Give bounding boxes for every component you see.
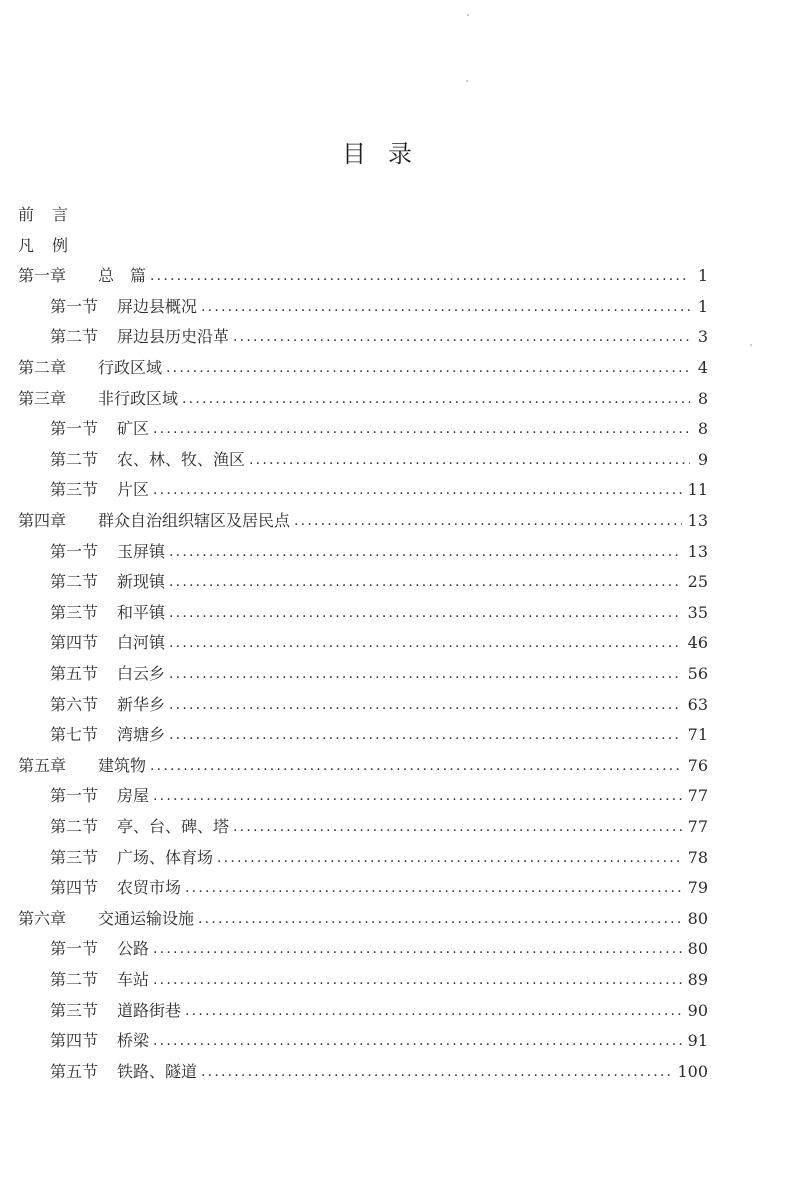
paper-speck xyxy=(466,80,468,82)
entry-title: 行政区域 xyxy=(98,358,163,377)
entry-page-number: 8 xyxy=(697,419,708,439)
dot-leader xyxy=(185,996,682,1026)
entry-number: 第三节 xyxy=(50,847,99,867)
toc-section-entry[interactable] xyxy=(50,628,708,658)
entry-page-number: 56 xyxy=(687,664,708,683)
entry-label xyxy=(50,567,165,597)
dot-leader xyxy=(201,292,690,322)
entry-page-number: 3 xyxy=(697,327,708,347)
entry-page-number: 77 xyxy=(687,786,708,806)
entry-page-number: 90 xyxy=(687,1000,708,1020)
entry-label xyxy=(50,812,229,842)
dot-leader xyxy=(150,261,690,291)
dot-leader xyxy=(201,1057,671,1087)
entry-title: 广场、体育场 xyxy=(117,847,214,867)
toc-section-entry[interactable] xyxy=(50,843,708,873)
entry-number: 第三节 xyxy=(50,1000,99,1020)
toc-chapter-entry[interactable] xyxy=(18,384,708,414)
entry-page-number: 9 xyxy=(697,449,708,469)
entry-label xyxy=(18,261,146,291)
entry-label xyxy=(50,996,181,1026)
entry-number: 第二节 xyxy=(50,327,99,347)
entry-number: 第二节 xyxy=(50,572,99,592)
toc-section-entry[interactable] xyxy=(50,537,708,567)
entry-number: 第四节 xyxy=(50,633,99,653)
entry-title: 农、林、牧、渔区 xyxy=(117,449,246,469)
toc-section-entry[interactable] xyxy=(50,445,708,475)
entry-number: 第一节 xyxy=(50,939,99,959)
toc-section-entry[interactable] xyxy=(50,414,708,444)
dot-leader xyxy=(169,628,682,658)
entry-title: 白云乡 xyxy=(117,664,166,683)
entry-title: 农贸市场 xyxy=(117,878,182,898)
dot-leader xyxy=(233,812,682,842)
entry-label xyxy=(50,537,165,567)
entry-label xyxy=(18,384,178,414)
toc-section-entry[interactable] xyxy=(50,567,708,597)
entry-number: 第四节 xyxy=(50,1031,99,1051)
dot-leader xyxy=(217,843,682,873)
entry-page-number: 89 xyxy=(687,970,708,989)
entry-page-number: 35 xyxy=(687,602,708,622)
entry-label xyxy=(50,322,229,352)
entry-label xyxy=(50,414,149,444)
entry-title: 交通运输设施 xyxy=(98,908,195,928)
toc-chapter-entry[interactable] xyxy=(18,751,708,781)
entry-number: 第一节 xyxy=(50,419,99,439)
entry-label xyxy=(18,506,290,536)
entry-title: 房屋 xyxy=(117,786,150,806)
entry-page-number: 80 xyxy=(687,939,708,959)
entry-number: 第二节 xyxy=(50,817,99,836)
entry-title: 建筑物 xyxy=(98,755,147,775)
dot-leader xyxy=(233,322,690,352)
entry-title: 玉屏镇 xyxy=(117,541,166,561)
entry-title: 和平镇 xyxy=(117,602,166,622)
entry-title: 道路街巷 xyxy=(117,1000,182,1020)
dot-leader xyxy=(169,567,682,597)
toc-chapter-entry[interactable] xyxy=(18,261,708,291)
entry-label xyxy=(50,292,197,322)
entry-title: 言 xyxy=(52,205,69,224)
entry-label xyxy=(50,873,181,903)
entry-number: 第四章 xyxy=(18,511,67,530)
entry-number: 第五章 xyxy=(18,755,67,775)
entry-number: 第一章 xyxy=(18,266,67,286)
entry-page-number: 8 xyxy=(697,388,708,408)
toc-front-entry xyxy=(18,231,708,261)
entry-label xyxy=(18,200,68,230)
title-char-1: 目 xyxy=(342,140,366,168)
entry-page-number: 25 xyxy=(687,572,708,592)
entry-number: 凡 xyxy=(18,235,35,255)
page-title xyxy=(0,134,754,169)
dot-leader xyxy=(153,781,682,811)
entry-number: 第二节 xyxy=(50,449,99,469)
toc-section-entry[interactable] xyxy=(50,292,708,322)
entry-label xyxy=(50,1026,149,1056)
entry-page-number: 77 xyxy=(687,817,708,836)
toc-section-entry[interactable] xyxy=(50,720,708,750)
entry-title: 亭、台、碑、塔 xyxy=(117,817,230,836)
dot-leader xyxy=(153,414,690,444)
paper-speck xyxy=(467,14,469,16)
toc-section-entry[interactable] xyxy=(50,1057,708,1087)
toc-section-entry[interactable] xyxy=(50,659,708,689)
dot-leader xyxy=(182,384,690,414)
dot-leader xyxy=(169,598,682,628)
entry-label xyxy=(18,751,146,781)
entry-page-number: 76 xyxy=(687,755,708,775)
entry-label xyxy=(18,231,68,261)
entry-label xyxy=(18,353,162,383)
dot-leader xyxy=(169,659,682,689)
entry-page-number: 11 xyxy=(687,480,708,500)
dot-leader xyxy=(169,690,682,720)
entry-title: 非行政区域 xyxy=(98,388,179,408)
entry-title: 群众自治组织辖区及居民点 xyxy=(98,511,291,530)
toc-section-entry[interactable] xyxy=(50,873,708,903)
entry-number: 第二节 xyxy=(50,970,99,989)
entry-page-number: 91 xyxy=(687,1031,708,1051)
entry-page-number: 13 xyxy=(687,511,708,530)
entry-title: 车站 xyxy=(117,970,150,989)
toc-section-entry[interactable] xyxy=(50,598,708,628)
toc-front-entry xyxy=(18,200,708,230)
dot-leader xyxy=(294,506,682,536)
entry-number: 第一节 xyxy=(50,296,99,316)
dot-leader xyxy=(169,537,682,567)
dot-leader xyxy=(169,720,682,750)
entry-number: 第六章 xyxy=(18,908,67,928)
toc-section-entry[interactable] xyxy=(50,322,708,352)
toc-section-entry[interactable] xyxy=(50,934,708,964)
entry-label xyxy=(50,843,213,873)
dot-leader xyxy=(249,445,690,475)
entry-number: 第三节 xyxy=(50,480,99,500)
dot-leader xyxy=(150,751,682,781)
entry-number: 第三节 xyxy=(50,602,99,622)
entry-title: 屏边县历史沿革 xyxy=(117,327,230,347)
entry-title: 湾塘乡 xyxy=(117,725,166,745)
toc-section-entry[interactable] xyxy=(50,996,708,1026)
toc-section-entry[interactable] xyxy=(50,781,708,811)
entry-number: 第四节 xyxy=(50,878,99,898)
entry-page-number: 1 xyxy=(697,266,708,286)
entry-label xyxy=(50,445,245,475)
entry-page-number: 46 xyxy=(687,633,708,653)
dot-leader xyxy=(198,904,682,934)
entry-number: 第三章 xyxy=(18,388,67,408)
entry-label xyxy=(50,475,149,505)
entry-title: 公路 xyxy=(117,939,150,959)
entry-page-number: 63 xyxy=(687,694,708,714)
entry-title: 桥梁 xyxy=(117,1031,150,1051)
entry-title: 新华乡 xyxy=(117,694,166,714)
entry-number: 第五节 xyxy=(50,1061,99,1081)
toc-chapter-entry[interactable] xyxy=(18,506,708,536)
entry-number: 第二章 xyxy=(18,358,67,377)
paper-speck xyxy=(750,344,752,346)
entry-label xyxy=(50,965,149,995)
entry-title: 总 篇 xyxy=(98,266,147,286)
toc-section-entry[interactable] xyxy=(50,690,708,720)
entry-label xyxy=(50,1057,197,1087)
entry-page-number: 13 xyxy=(687,541,708,561)
entry-label xyxy=(18,904,194,934)
entry-title: 白河镇 xyxy=(117,633,166,653)
entry-title: 矿区 xyxy=(117,419,150,439)
entry-number: 第六节 xyxy=(50,694,99,714)
entry-label xyxy=(50,934,149,964)
entry-title: 片区 xyxy=(117,480,150,500)
dot-leader xyxy=(185,873,682,903)
entry-label xyxy=(50,628,165,658)
entry-page-number: 78 xyxy=(687,847,708,867)
entry-page-number: 4 xyxy=(697,358,708,377)
entry-label xyxy=(50,720,165,750)
dot-leader xyxy=(153,965,682,995)
title-char-2: 录 xyxy=(388,140,412,168)
toc-section-entry[interactable] xyxy=(50,1026,708,1056)
entry-label xyxy=(50,781,149,811)
toc-section-entry[interactable] xyxy=(50,475,708,505)
entry-page-number: 80 xyxy=(687,908,708,928)
entry-number: 第七节 xyxy=(50,725,99,745)
entry-number: 前 xyxy=(18,205,35,224)
toc-chapter-entry[interactable] xyxy=(18,353,708,383)
entry-number: 第一节 xyxy=(50,786,99,806)
entry-title: 铁路、隧道 xyxy=(117,1061,198,1081)
entry-label xyxy=(50,659,165,689)
entry-label xyxy=(50,690,165,720)
entry-title: 新现镇 xyxy=(117,572,166,592)
entry-label xyxy=(50,598,165,628)
toc-chapter-entry[interactable] xyxy=(18,904,708,934)
entry-title: 屏边县概况 xyxy=(117,296,198,316)
entry-number: 第一节 xyxy=(50,541,99,561)
entry-number: 第五节 xyxy=(50,664,99,683)
entry-page-number: 71 xyxy=(687,725,708,745)
entry-title: 例 xyxy=(52,235,69,255)
entry-page-number: 79 xyxy=(687,878,708,898)
dot-leader xyxy=(153,934,682,964)
toc-section-entry[interactable] xyxy=(50,812,708,842)
dot-leader xyxy=(166,353,690,383)
toc-section-entry[interactable] xyxy=(50,965,708,995)
dot-leader xyxy=(153,475,682,505)
entry-page-number: 100 xyxy=(677,1061,708,1081)
entry-page-number: 1 xyxy=(697,296,708,316)
dot-leader xyxy=(153,1026,682,1056)
